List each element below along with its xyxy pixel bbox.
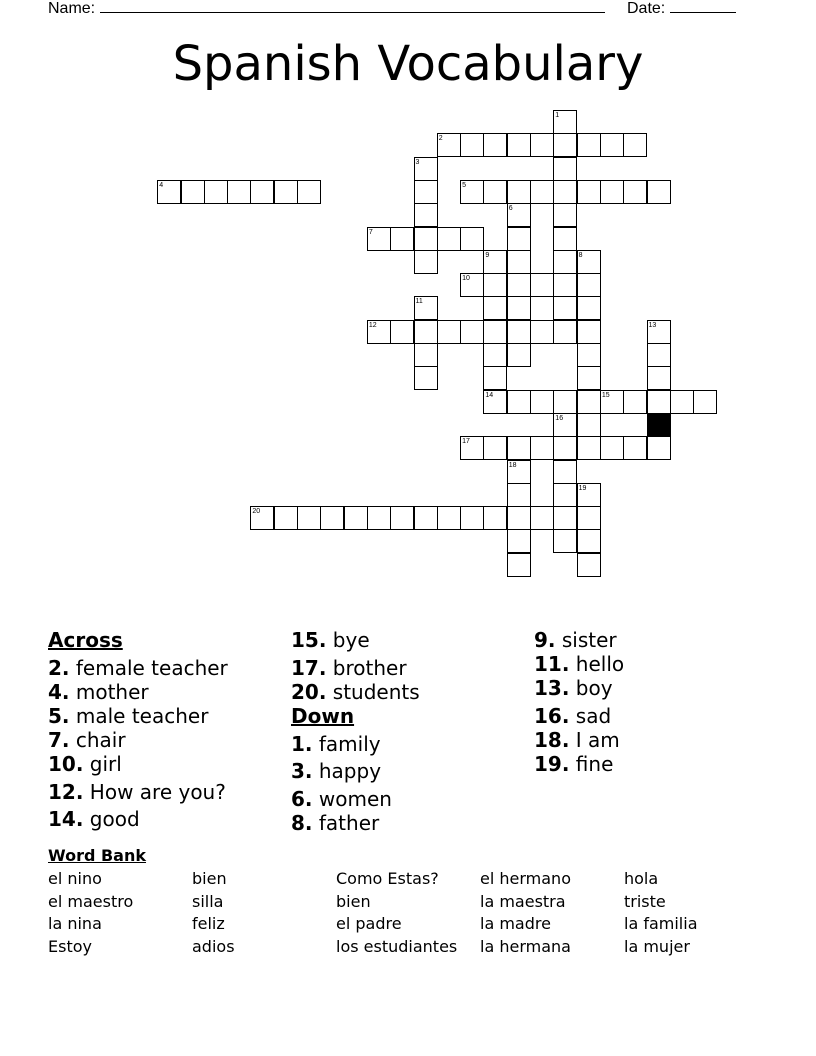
- grid-cell[interactable]: [507, 273, 531, 297]
- grid-cell[interactable]: [227, 180, 251, 204]
- grid-cell[interactable]: [553, 180, 577, 204]
- grid-cell[interactable]: [414, 227, 438, 251]
- clue-number: 2: [438, 135, 443, 143]
- clue-across-12: 12. How are you?: [48, 780, 226, 804]
- grid-cell[interactable]: [367, 506, 391, 530]
- grid-cell[interactable]: [437, 506, 461, 530]
- word-bank-entry: Como Estas?: [336, 869, 439, 888]
- clues-column-3: [534, 628, 624, 776]
- grid-cell[interactable]: [623, 436, 647, 460]
- grid-cell[interactable]: [530, 273, 554, 297]
- grid-cell[interactable]: [414, 343, 438, 367]
- clue-down-11: 11. hello: [534, 652, 625, 676]
- grid-cell[interactable]: [483, 273, 507, 297]
- word-bank-entry: el nino: [48, 869, 102, 888]
- grid-cell[interactable]: [600, 436, 624, 460]
- clue-number: 15: [601, 391, 610, 399]
- grid-cell[interactable]: [670, 390, 694, 414]
- clue-down-9: 9. sister: [534, 628, 617, 652]
- grid-cell[interactable]: [507, 343, 531, 367]
- grid-cell[interactable]: [181, 180, 205, 204]
- grid-cell[interactable]: [577, 133, 601, 157]
- clue-across-17: 17. brother: [291, 656, 407, 680]
- word-bank-entry: silla: [192, 891, 224, 911]
- grid-cell[interactable]: [530, 436, 554, 460]
- date-label: Date:: [627, 0, 666, 17]
- grid-cell[interactable]: [483, 180, 507, 204]
- grid-cell[interactable]: [344, 506, 368, 530]
- grid-cell[interactable]: [577, 296, 601, 320]
- grid-cell[interactable]: [483, 296, 507, 320]
- grid-cell[interactable]: [553, 436, 577, 460]
- grid-cell[interactable]: [414, 180, 438, 204]
- grid-cell[interactable]: [507, 227, 531, 251]
- grid-cell[interactable]: [693, 390, 717, 414]
- clue-down-18: 18. I am: [534, 728, 620, 752]
- grid-cell[interactable]: [530, 506, 554, 530]
- grid-cell[interactable]: [460, 227, 484, 251]
- word-bank-entry: el hermano: [480, 869, 571, 888]
- grid-cell[interactable]: [507, 506, 531, 530]
- grid-cell[interactable]: [577, 413, 601, 437]
- grid-cell[interactable]: [647, 390, 671, 414]
- grid-cell[interactable]: [204, 180, 228, 204]
- grid-cell[interactable]: [553, 529, 577, 553]
- grid-cell[interactable]: [507, 483, 531, 507]
- clue-number: 6: [508, 205, 513, 213]
- grid-cell[interactable]: [507, 250, 531, 274]
- grid-cell[interactable]: [437, 320, 461, 344]
- grid-cell[interactable]: [553, 506, 577, 530]
- grid-cell[interactable]: [250, 180, 274, 204]
- grid-cell[interactable]: [577, 436, 601, 460]
- word-bank-entry: la nina: [48, 914, 102, 934]
- clue-number: 8: [578, 251, 583, 259]
- page-title: Spanish Vocabulary: [172, 36, 644, 92]
- clue-down-13: 13. boy: [534, 676, 613, 700]
- grid-cell[interactable]: [577, 506, 601, 530]
- clue-across-4: 4. mother: [48, 680, 149, 704]
- clues-column-1: [48, 628, 228, 831]
- clue-number: 12: [368, 321, 377, 329]
- grid-cell[interactable]: [647, 436, 671, 460]
- grid-cell[interactable]: [623, 180, 647, 204]
- word-bank-entry: la maestra: [480, 891, 566, 911]
- grid-cell[interactable]: [623, 133, 647, 157]
- grid-cell[interactable]: [647, 180, 671, 204]
- grid-cell[interactable]: [483, 436, 507, 460]
- grid-cell[interactable]: [414, 506, 438, 530]
- clue-across-14: 14. good: [48, 807, 140, 831]
- clue-down-8: 8. father: [291, 811, 380, 835]
- clue-across-7: 7. chair: [48, 728, 126, 752]
- grid-cell[interactable]: [553, 273, 577, 297]
- clue-number: 11: [415, 298, 423, 306]
- clue-number: 20: [252, 508, 261, 516]
- grid-cell[interactable]: [460, 506, 484, 530]
- black-square: [647, 413, 671, 437]
- clue-number: 18: [508, 461, 517, 469]
- word-bank-entry: la mujer: [624, 937, 690, 957]
- grid-cell[interactable]: [507, 133, 531, 157]
- grid-cell[interactable]: [390, 320, 414, 344]
- date-line[interactable]: [670, 0, 736, 13]
- down-heading: Down: [291, 704, 355, 728]
- grid-cell[interactable]: [553, 203, 577, 227]
- word-bank-entry: hola: [624, 869, 659, 888]
- grid-cell[interactable]: [577, 273, 601, 297]
- grid-cell[interactable]: [507, 180, 531, 204]
- grid-cell[interactable]: [577, 529, 601, 553]
- clue-down-6: 6. women: [291, 787, 392, 811]
- grid-cell[interactable]: [414, 203, 438, 227]
- word-bank-entry: la familia: [624, 914, 698, 934]
- grid-cell[interactable]: [507, 436, 531, 460]
- name-label: Name:: [48, 0, 96, 17]
- word-bank-column-2: [192, 868, 235, 959]
- grid-cell[interactable]: [414, 250, 438, 274]
- across-heading: Across: [48, 628, 123, 652]
- word-bank-entry: el padre: [336, 914, 402, 934]
- grid-cell[interactable]: [577, 390, 601, 414]
- word-bank-entry: la hermana: [480, 937, 571, 957]
- grid-cell[interactable]: [507, 553, 531, 577]
- clue-across-20: 20. students: [291, 680, 420, 704]
- grid-cell[interactable]: [553, 320, 577, 344]
- clue-across-15: 15. bye: [291, 628, 370, 652]
- grid-cell[interactable]: [577, 180, 601, 204]
- grid-cell[interactable]: [530, 133, 554, 157]
- grid-cell[interactable]: [623, 390, 647, 414]
- word-bank-entry: triste: [624, 891, 666, 911]
- grid-cell[interactable]: [297, 180, 321, 204]
- clue-number: 4: [159, 181, 164, 189]
- grid-cell[interactable]: [437, 227, 461, 251]
- word-bank-column-3: [336, 868, 457, 959]
- grid-cell[interactable]: [577, 553, 601, 577]
- grid-cell[interactable]: [600, 180, 624, 204]
- grid-cell[interactable]: [274, 506, 298, 530]
- word-bank-entry: la madre: [480, 914, 551, 934]
- name-line[interactable]: [100, 0, 605, 13]
- grid-cell[interactable]: [390, 506, 414, 530]
- date-field[interactable]: [627, 0, 736, 18]
- grid-cell[interactable]: [507, 296, 531, 320]
- grid-cell[interactable]: [483, 506, 507, 530]
- grid-cell[interactable]: [483, 343, 507, 367]
- clue-number: 14: [485, 391, 494, 399]
- grid-cell[interactable]: [507, 390, 531, 414]
- grid-cell[interactable]: [553, 133, 577, 157]
- grid-cell[interactable]: [530, 320, 554, 344]
- grid-cell[interactable]: [577, 320, 601, 344]
- grid-cell[interactable]: [460, 133, 484, 157]
- grid-cell[interactable]: [553, 250, 577, 274]
- grid-cell[interactable]: [460, 320, 484, 344]
- grid-cell[interactable]: [553, 483, 577, 507]
- clue-number: 5: [462, 181, 466, 189]
- clue-across-2: 2. female teacher: [48, 656, 228, 680]
- clue-down-19: 19. fine: [534, 752, 614, 776]
- grid-cell[interactable]: [647, 343, 671, 367]
- word-bank-entry: bien: [336, 891, 371, 911]
- grid-cell[interactable]: [530, 390, 554, 414]
- grid-cell[interactable]: [553, 460, 577, 484]
- clue-number: 16: [555, 414, 564, 422]
- word-bank-entry: los estudiantes: [336, 937, 458, 957]
- word-bank-column-1: [48, 868, 133, 959]
- grid-cell[interactable]: [320, 506, 344, 530]
- clues-column-2: [291, 628, 420, 835]
- grid-cell[interactable]: [530, 180, 554, 204]
- grid-cell[interactable]: [274, 180, 298, 204]
- grid-cell[interactable]: [414, 366, 438, 390]
- clue-number: 3: [415, 158, 420, 166]
- clue-number: 17: [462, 438, 470, 446]
- grid-cell[interactable]: [414, 320, 438, 344]
- word-bank-column-5: [624, 868, 698, 959]
- word-bank-entry: Estoy: [48, 937, 92, 957]
- word-bank-entry: bien: [192, 869, 227, 888]
- clue-number: 13: [648, 321, 657, 329]
- grid-cell[interactable]: [553, 157, 577, 181]
- clue-across-10: 10. girl: [48, 752, 122, 776]
- word-bank-column-4: [480, 868, 571, 959]
- clue-down-3: 3. happy: [291, 759, 382, 783]
- grid-cell[interactable]: [553, 296, 577, 320]
- grid-cell[interactable]: [507, 529, 531, 553]
- grid-cell[interactable]: [553, 227, 577, 251]
- grid-cell[interactable]: [483, 133, 507, 157]
- clue-across-5: 5. male teacher: [48, 704, 209, 728]
- grid-cell[interactable]: [297, 506, 321, 530]
- grid-cell[interactable]: [600, 133, 624, 157]
- clue-number: 9: [485, 251, 490, 259]
- clue-down-1: 1. family: [291, 732, 381, 756]
- grid-cell[interactable]: [390, 227, 414, 251]
- clue-number: 1: [555, 112, 560, 119]
- grid-cell[interactable]: [483, 366, 507, 390]
- clue-number: 19: [578, 484, 587, 492]
- grid-cell[interactable]: [577, 343, 601, 367]
- clue-down-16: 16. sad: [534, 704, 612, 728]
- clue-number: 10: [462, 275, 470, 283]
- grid-cell[interactable]: [483, 320, 507, 344]
- clue-number: 7: [368, 228, 373, 236]
- grid-cell[interactable]: [577, 366, 601, 390]
- word-bank-title: Word Bank: [48, 846, 147, 865]
- grid-cell[interactable]: [647, 366, 671, 390]
- word-bank-entry: feliz: [192, 914, 225, 934]
- word-bank-entry: adios: [192, 937, 235, 957]
- grid-cell[interactable]: [553, 390, 577, 414]
- word-bank-entry: el maestro: [48, 891, 134, 911]
- grid-cell[interactable]: [507, 320, 531, 344]
- name-field[interactable]: [48, 0, 605, 18]
